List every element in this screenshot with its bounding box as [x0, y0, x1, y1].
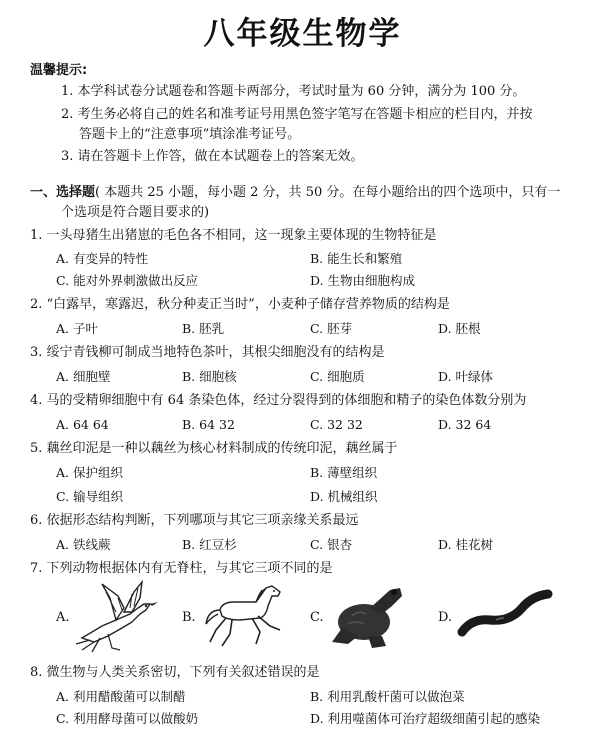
option-b: B.: [182, 610, 196, 625]
frog-icon: [328, 580, 408, 652]
section-desc-cont: 个选项是符合题目要求的): [61, 205, 210, 220]
question-stem: 1. 一头母猪生出猪崽的毛色各不相同，这一现象主要体现的生物特征是: [30, 228, 437, 243]
horse-icon: [200, 580, 286, 652]
tip-item: 2. 考生务必将自己的姓名和准考证号用黑色签字笔写在答题卡相应的栏目内，并按: [61, 107, 533, 122]
earthworm-icon: [456, 586, 556, 642]
tips-heading: 温馨提示:: [30, 63, 88, 78]
option-c: C. 银杏: [310, 537, 353, 552]
option-b: B. 胚乳: [182, 321, 225, 336]
question-stem: 7. 下列动物根据体内有无脊柱，与其它三项不同的是: [30, 561, 333, 576]
option-c: C. 利用酵母菌可以做酸奶: [56, 711, 199, 726]
option-a: A.: [56, 610, 70, 625]
option-c: C. 细胞质: [310, 369, 365, 384]
option-d: D. 桂花树: [438, 537, 494, 552]
option-d: D. 利用噬菌体可治疗超级细菌引起的感染: [310, 711, 541, 726]
tip-item: 1. 本学科试卷分试题卷和答题卡两部分，考试时量为 60 分钟，满分为 100 分。: [61, 84, 526, 99]
option-d: D. 机械组织: [310, 489, 378, 504]
option-b: B. 利用乳酸杆菌可以做泡菜: [310, 689, 465, 704]
section-heading: 一、选择题: [30, 185, 96, 200]
option-d: D. 32 64: [438, 417, 492, 432]
section-heading-row: [30, 184, 560, 202]
option-a: A. 有变异的特性: [56, 251, 148, 266]
tip-item: 答题卡上的“注意事项”填涂准考证号。: [79, 127, 301, 142]
option-b: B. 64 32: [182, 417, 235, 432]
option-a: A. 保护组织: [56, 465, 123, 480]
option-c: C.: [310, 610, 324, 625]
option-c: C. 输导组织: [56, 489, 124, 504]
question-stem: 5. 藕丝印泥是一种以藕丝为核心材料制成的传统印泥，藕丝属于: [30, 441, 398, 456]
question-stem: 2. “白露早，寒露迟，秋分种麦正当时”，小麦种子储存营养物质的结构是: [30, 297, 450, 312]
option-d: D. 生物由细胞构成: [310, 273, 416, 288]
option-c: C. 32 32: [310, 417, 363, 432]
option-d: D. 胚根: [438, 321, 481, 336]
tip-item: 3. 请在答题卡上作答，做在本试题卷上的答案无效。: [61, 149, 364, 164]
option-b: B. 细胞核: [182, 369, 237, 384]
option-b: B. 能生长和繁殖: [310, 251, 403, 266]
question-stem: 8. 微生物与人类关系密切，下列有关叙述错误的是: [30, 665, 320, 680]
bird-icon: [72, 578, 160, 654]
option-b: B. 红豆杉: [182, 537, 237, 552]
option-d: D. 叶绿体: [438, 369, 494, 384]
option-d: D.: [438, 610, 453, 625]
question-stem: 3. 绥宁青钱柳可制成当地特色茶叶，其根尖细胞没有的结构是: [30, 345, 385, 360]
option-a: A. 利用醋酸菌可以制醋: [56, 689, 186, 704]
option-c: C. 胚芽: [310, 321, 353, 336]
question-stem: 6. 依据形态结构判断，下列哪项与其它三项亲缘关系最远: [30, 513, 359, 528]
option-a: A. 子叶: [56, 321, 98, 336]
option-a: A. 64 64: [56, 417, 109, 432]
page-title: 八年级生物学: [203, 16, 402, 52]
option-b: B. 薄壁组织: [310, 465, 378, 480]
section-desc: ( 本题共 25 小题，每小题 2 分，共 50 分。在每小题给出的四个选项中，只有一: [95, 185, 561, 200]
option-a: A. 细胞壁: [56, 369, 111, 384]
option-a: A. 铁线蕨: [56, 537, 111, 552]
question-stem: 4. 马的受精卵细胞中有 64 条染色体，经过分裂得到的体细胞和精子的染色体数分别为: [30, 393, 527, 408]
option-c: C. 能对外界刺激做出反应: [56, 273, 199, 288]
